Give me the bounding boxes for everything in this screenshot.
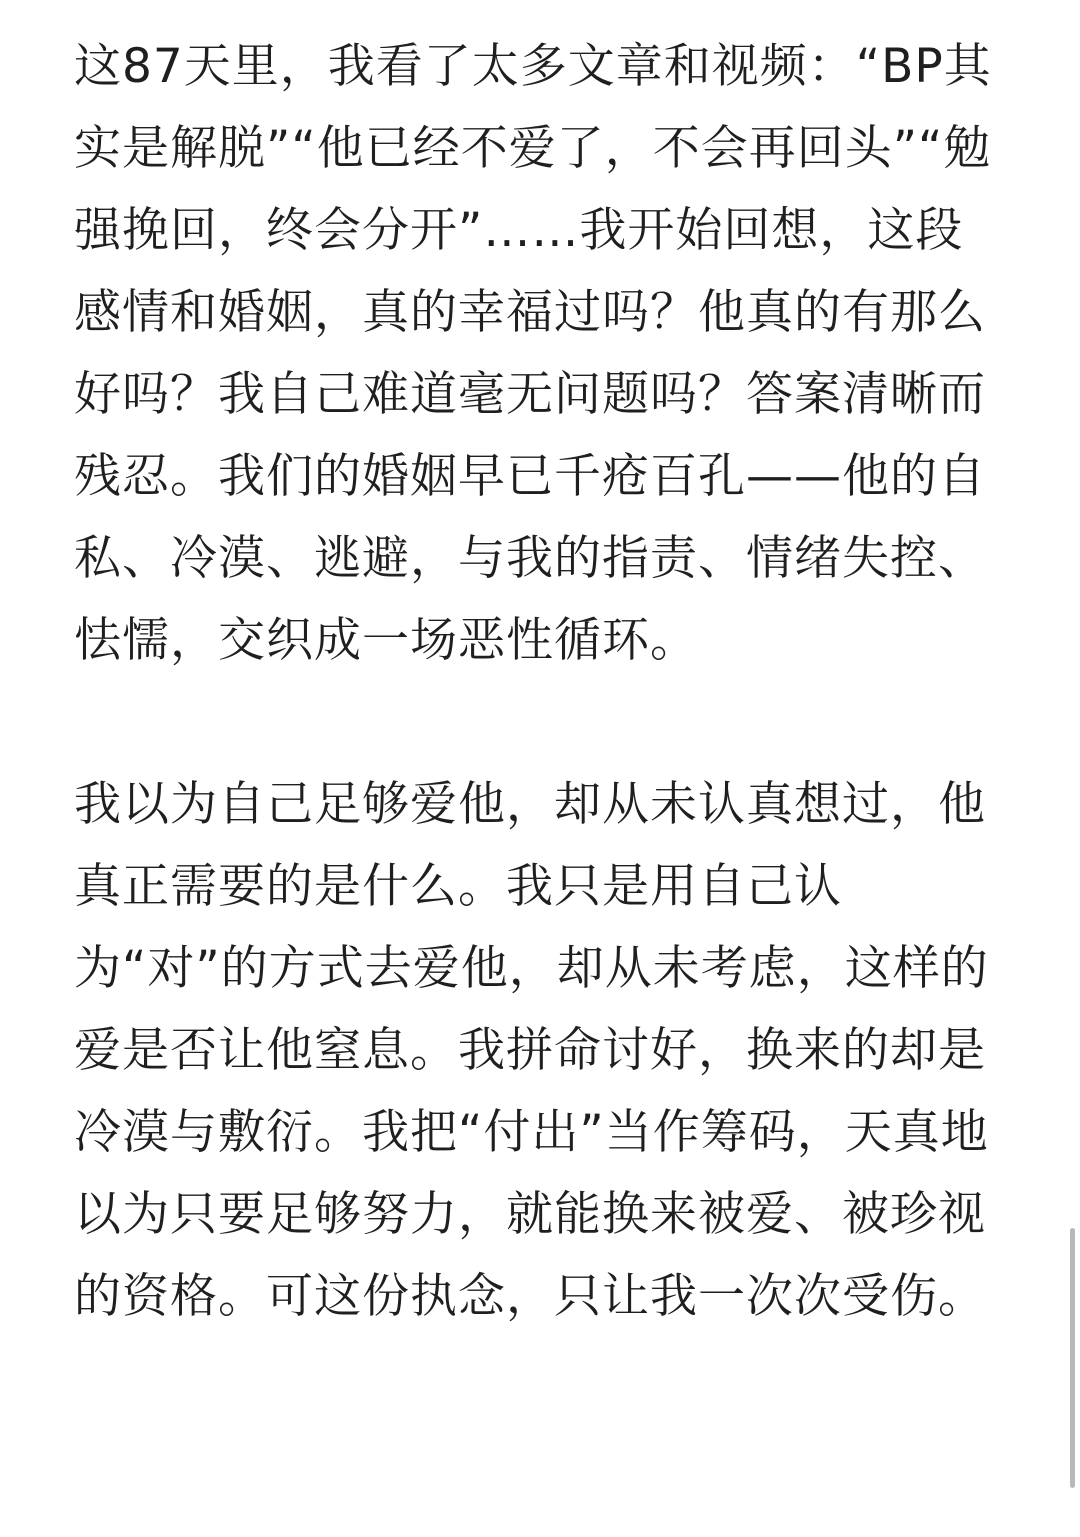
paragraph-1: 这87天里，我看了太多文章和视频：“BP其实是解脱”“他已经不爱了，不会再回头”“勉强挽回，终会分开”……我开始回想，这段感情和婚姻，真的幸福过吗？他真的有那么好吗？我自己难道毫无问题吗？答案清晰而残忍。我们的婚姻早已千疮百孔——他的自私、冷漠、逃避，与我的指责、情绪失控、怯懦，交织成一场恶性循环。 [74,39,992,668]
paragraph-2: 我以为自己足够爱他，却从未认真想过，他真正需要的是什么。我只是用自己认为“对”的方式去爱他，却从未考虑，这样的爱是否让他窒息。我拼命讨好，换来的却是冷漠与敷衍。我把“付出”当作筹码，天真地以为只要足够努力，就能换来被爱、被珍视的资格。可这份执念，只让我一次次受伤。 [74,777,989,1324]
article-body [74,26,992,1338]
scrollbar[interactable] [1068,0,1080,1537]
scrollbar-thumb[interactable] [1070,1228,1075,1488]
